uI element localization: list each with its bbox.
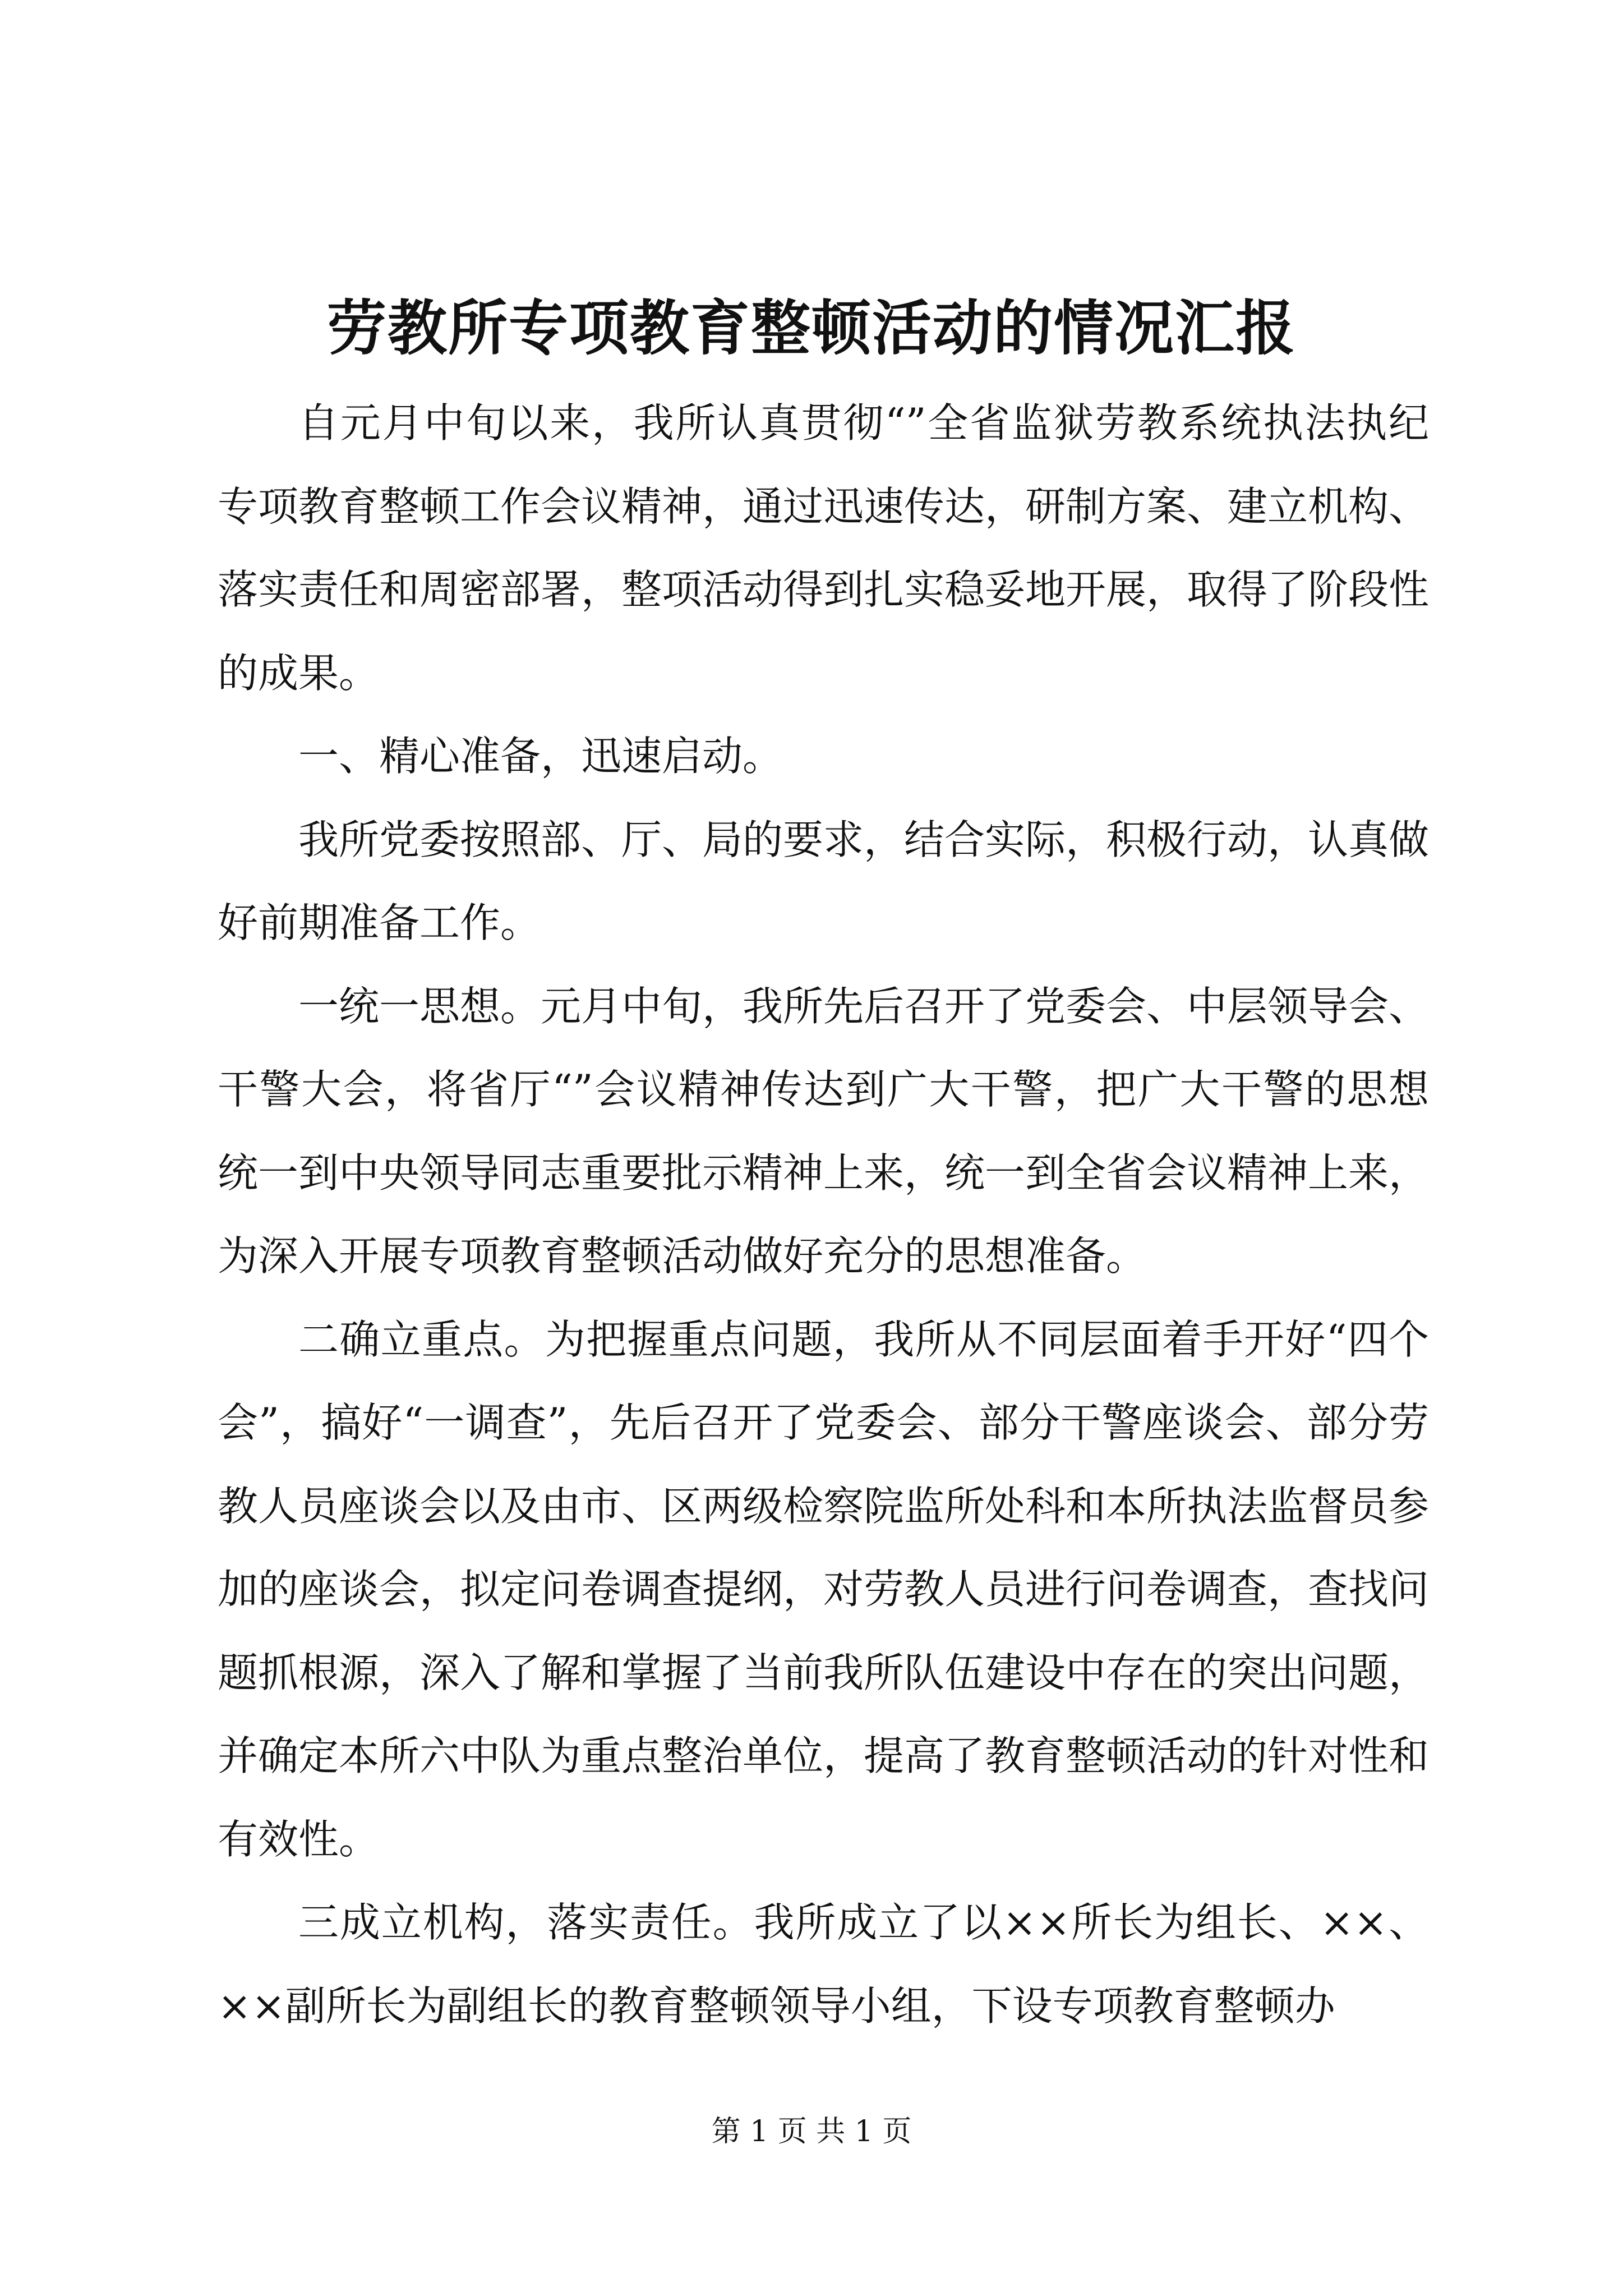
paragraph-key-points: 二确立重点。为把握重点问题，我所从不同层面着手开好“四个会”，搞好“一调查”，先后召开了党委会、部分干警座谈会、部分劳教人员座谈会以及由市、区两级检察院监所处科和本所执法监督员参加的座谈会，拟定问卷调查提纲，对劳教人员进行问卷调查，查找问题抓根源，深入了解和掌握了当前我所队伍建设中存在的突出问题，并确定本所六中队为重点整治单位，提高了教育整顿活动的针对性和有效性。 — [218, 1315, 1430, 1863]
section-heading-1: 一、精心准备，迅速启动。 — [298, 733, 783, 780]
document-title: 劳教所专项教育整顿活动的情况汇报 — [327, 293, 1296, 363]
paragraph-organization: 三成立机构，落实责任。我所成立了以××所长为组长、××、××副所长为副组长的教育整顿领导小组，下设专项教育整顿办 — [218, 1899, 1429, 2030]
document-body — [218, 381, 1429, 2047]
paragraph-unify-thinking: 一统一思想。元月中旬，我所先后召开了党委会、中层领导会、干警大会，将省厅“”会议精神传达到广大干警，把广大干警的思想统一到中央领导同志重要批示精神上来，统一到全省会议精神上来，为深入开展专项教育整顿活动做好充分的思想准备。 — [218, 982, 1430, 1280]
page-footer: 第 1 页 共 1 页 — [711, 2115, 912, 2148]
paragraph-preparation: 我所党委按照部、厅、局的要求，结合实际，积极行动，认真做好前期准备工作。 — [218, 816, 1430, 946]
paragraph-intro: 自元月中旬以来，我所认真贯彻“”全省监狱劳教系统执法执纪专项教育整顿工作会议精神，通过迅速传达，研制方案、建立机构、落实责任和周密部署，整项活动得到扎实稳妥地开展，取得了阶段性的成果。 — [218, 399, 1430, 697]
